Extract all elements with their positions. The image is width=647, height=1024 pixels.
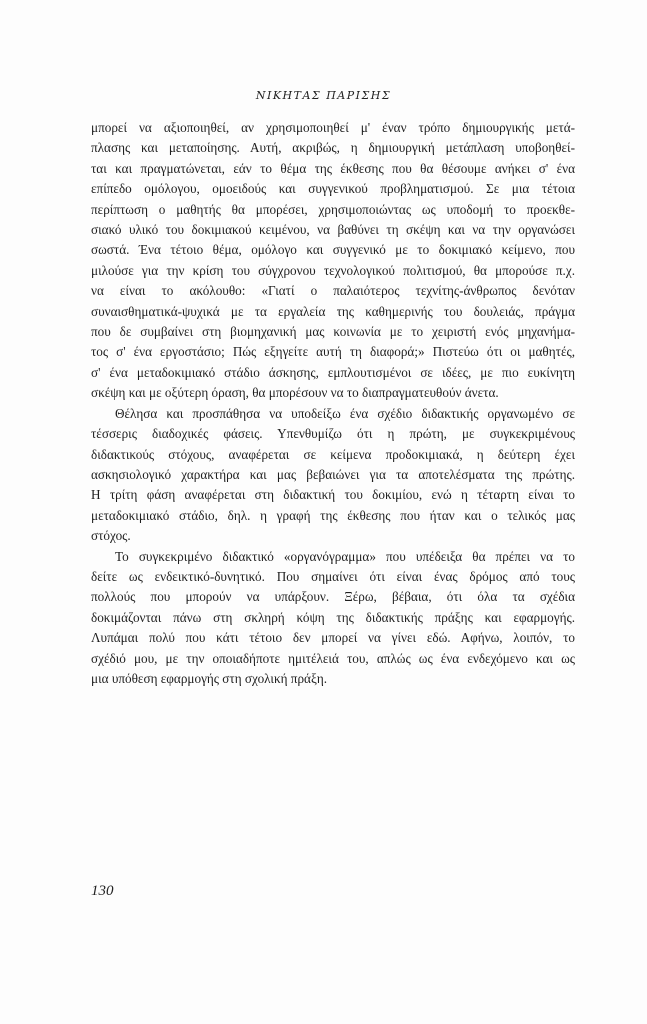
text-line: επίπεδο ομόλογου, ομοειδούς και συγγενικού προβληματισμού. Σε μια τέτοια xyxy=(91,181,575,197)
text-line: σχέδιό μου, με την οποιαδήποτε ημιτέλειά του, απλώς ως ένα ενδεχόμενο και ως xyxy=(91,650,575,666)
text-line: Θέλησα και προσπάθησα να υποδείξω ένα σχέδιο διδακτικής οργανωμένο σε xyxy=(115,405,575,421)
text-line: τος σ' ένα εργοστάσιο; Πώς εξηγείτε αυτή τη διαφορά;» Πιστεύω ότι οι μαθητές, xyxy=(91,344,575,360)
text-line: Λυπάμαι πολύ που κάτι τέτοιο δεν μπορεί να γίνει εδώ. Αφήνω, λοιπόν, το xyxy=(91,630,575,646)
text-line: Το συγκεκριμένο διδακτικό «οργανόγραμμα» που υπέδειξα θα πρέπει να το xyxy=(115,548,575,564)
text-line: μπορεί να αξιοποιηθεί, αν χρησιμοποιηθεί μ' έναν τρόπο δημιουργικής μετά- xyxy=(91,120,575,135)
text-line: σιακό υλικό του δοκιμιακού κειμένου, να βαθύνει τη σκέψη και να την οργανώσει xyxy=(91,222,575,238)
text-line: μια υπόθεση εφαρμογής στη σχολική πράξη. xyxy=(91,670,328,686)
text-line: ασκησιολογικό χαρακτήρα και μας βεβαιώνει για τα αποτελέσματα της πρώτης. xyxy=(91,466,575,482)
text-line: ται και πραγματώνεται, εάν το θέμα της έκθεσης που θα θέσουμε ανήκει σ' ένα xyxy=(91,160,575,176)
page-number: 130 xyxy=(91,883,114,899)
text-line: μιλούσε για την κρίση του σύγχρονου τεχνολογικού πολιτισμού, θα μπορούσε π.χ. xyxy=(91,262,575,278)
paragraph-2 xyxy=(91,404,575,547)
text-line: τέσσερις διαδοχικές φάσεις. Υπενθυμίζω ότι η πρώτη, με συγκεκριμένους xyxy=(91,426,575,442)
text-line: στόχος. xyxy=(91,528,131,544)
text-line: σωστά. Ένα τέτοιο θέμα, ομόλογο και συγγενικό με το δοκιμιακό κείμενο, που xyxy=(91,242,575,258)
text-line: μεταδοκιμιακό στάδιο, δηλ. η γραφή της έκθεσης που ήταν και ο τελικός μας xyxy=(91,507,575,523)
text-line: που δε συμβαίνει στη βιομηχανική μας κοινωνία με το χειριστή ενός μηχανήμα- xyxy=(91,324,575,340)
text-line: πλασης και μεταποίησης. Αυτή, ακριβώς, η δημιουργική μετάπλαση υποβοηθεί- xyxy=(91,140,575,156)
text-line: δοκιμάζονται πάνω στη σκληρή κόψη της διδακτικής πράξης και εφαρμογής. xyxy=(91,609,575,625)
text-line: Η τρίτη φάση αναφέρεται στη διδακτική του δοκιμίου, ενώ η τέταρτη είναι το xyxy=(91,487,575,503)
paragraph-3 xyxy=(91,547,575,690)
text-line: συναισθηματικά-ψυχικά με τα εργαλεία της καθημερινής του δουλειάς, πράγμα xyxy=(91,303,575,319)
text-line: περίπτωση ο μαθητής θα μπορέσει, χρησιμοποιώντας ως υποδομή το προεκθε- xyxy=(91,201,575,217)
text-line: σ' ένα μεταδοκιμιακό στάδιο άσκησης, εμπλουτισμένοι σε ιδέες, με πιο ευκίνητη xyxy=(91,364,575,380)
body-text xyxy=(91,118,575,689)
text-line: δείτε ως ενδεικτικό-δυνητικό. Που σημαίνει ότι είναι ένας δρόμος από τους xyxy=(91,568,575,584)
text-line: σκέψη και με οξύτερη όραση, θα μπορέσουν να το διαπραγματευθούν άνετα. xyxy=(91,385,499,401)
text-line: διδακτικούς στόχους, αναφέρεται σε κείμενα προδοκιμιακά, η δεύτερη έχει xyxy=(91,446,575,462)
paragraph-1 xyxy=(91,118,575,404)
text-line: πολλούς που μπορούν να υπάρξουν. Ξέρω, βέβαια, ότι όλα τα σχέδια xyxy=(91,589,575,605)
text-line: να είναι το ακόλουθο: «Γιατί ο παλαιότερος τεχνίτης-άνθρωπος δενόταν xyxy=(91,283,575,299)
running-header: ΝΙΚΗΤΑΣ ΠΑΡΙΣΗΣ xyxy=(255,89,392,102)
